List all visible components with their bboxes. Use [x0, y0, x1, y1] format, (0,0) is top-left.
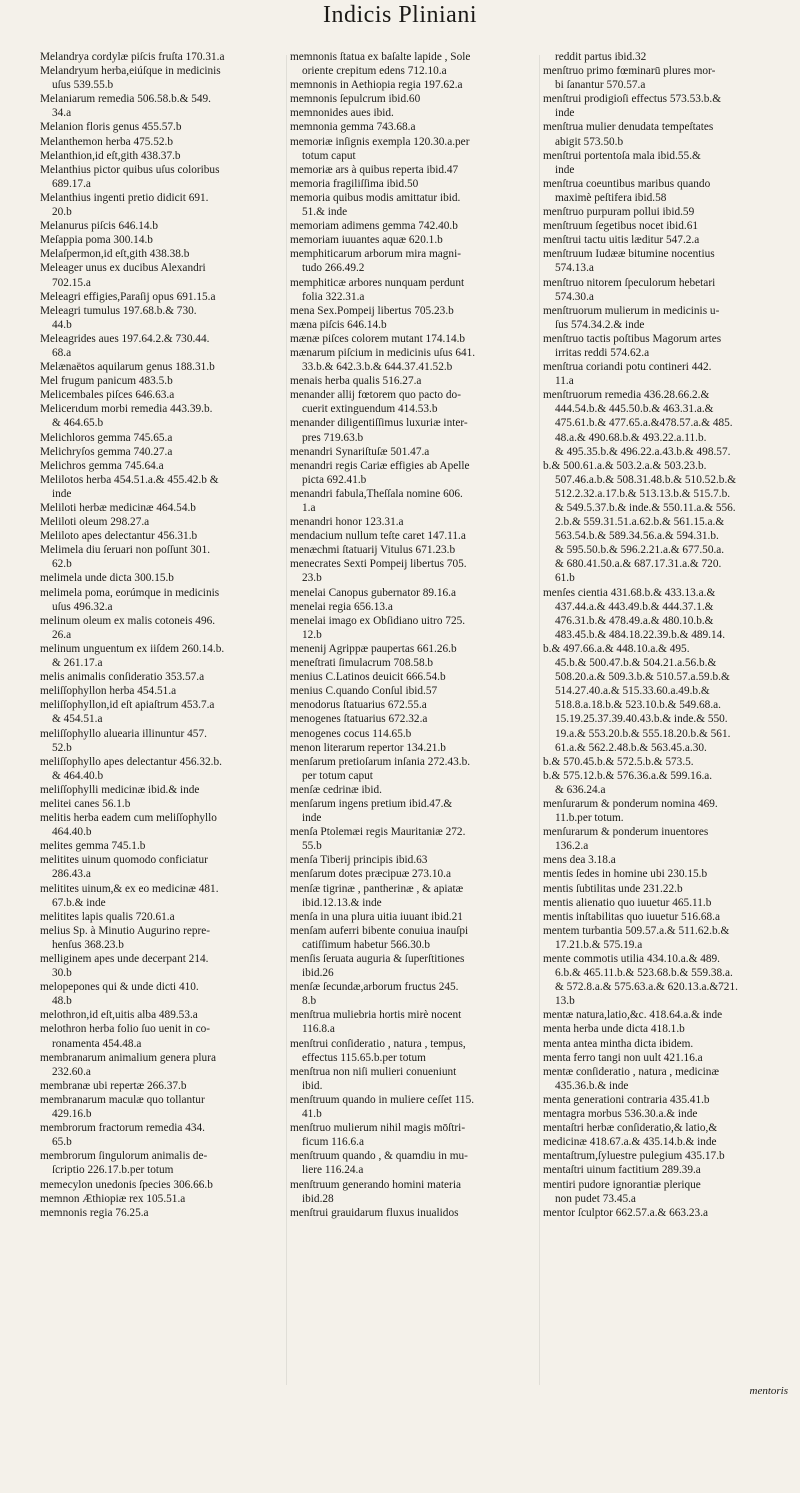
- index-entry-line: 51.& inde: [302, 206, 348, 219]
- index-entry-line: menandri regis Cariæ effigies ab Apelle: [290, 459, 470, 472]
- index-entry-line: memnonides aues ibid.: [290, 107, 394, 120]
- index-entry-line: memoria fragiliſſima ibid.50: [290, 177, 419, 190]
- index-entry-line: menogenes ſtatuarius 672.32.a: [290, 713, 428, 726]
- index-entry-line: picta 692.41.b: [302, 473, 367, 486]
- index-entry-line: & 572.8.a.& 575.63.a.& 620.13.a.&721.: [555, 981, 738, 994]
- index-entry-line: Melicembales piſces 646.63.a: [40, 389, 175, 402]
- index-entry-line: menius C.quando Conſul ibid.57: [290, 685, 438, 698]
- index-entry-line: menſtruum quando , & quamdiu in mu-: [290, 1150, 468, 1163]
- index-entry-line: 512.2.32.a.17.b.& 513.13.b.& 515.7.b.: [555, 487, 731, 500]
- index-entry-line: menſtrui portentoſa mala ibid.55.&: [543, 149, 701, 162]
- index-entry-line: menſtrua muliebria hortis mirè nocent: [290, 1009, 462, 1022]
- index-entry-line: melitei canes 56.1.b: [40, 797, 131, 810]
- index-entry-line: 61.a.& 562.2.48.b.& 563.45.a.30.: [555, 741, 707, 754]
- page-title: Indicis Pliniani: [323, 2, 477, 28]
- index-entry-line: menſam auferri bibente conuiua inauſpi: [290, 924, 469, 937]
- index-entry-line: menandri Synariſtuſæ 501.47.a: [290, 445, 430, 458]
- index-entry-line: non pudet 73.45.a: [555, 1192, 636, 1205]
- index-entry-line: uſus 539.55.b: [52, 79, 114, 92]
- index-entry-line: melitites uinum quomodo conficiatur: [40, 854, 208, 867]
- index-entry-line: & 261.17.a: [52, 657, 103, 670]
- index-entry-line: memoriam adimens gemma 742.40.b: [290, 220, 458, 233]
- index-entry-line: mena Sex.Pompeij libertus 705.23.b: [290, 304, 454, 317]
- index-entry-line: memnonis in Aethiopia regia 197.62.a: [290, 79, 463, 92]
- index-entry-line: & 464.65.b: [52, 417, 104, 430]
- index-entry-line: ibid.: [302, 1079, 323, 1092]
- index-entry-line: memphiticarum arborum mira magni-: [290, 248, 461, 261]
- index-entry-line: Melanion floris genus 455.57.b: [40, 121, 182, 134]
- index-entry-line: mæna piſcis 646.14.b: [290, 318, 387, 331]
- index-entry-line: Meleagrides aues 197.64.2.& 730.44.: [40, 332, 210, 345]
- index-entry-line: 23.b: [302, 572, 322, 585]
- index-entry-line: melliginem apes unde decerpant 214.: [40, 953, 209, 965]
- index-entry-line: bi ſanantur 570.57.a: [555, 79, 646, 92]
- index-entry-line: melinum oleum ex malis cotoneis 496.: [40, 614, 216, 627]
- index-entry-line: membrorum ſingulorum animalis de-: [40, 1150, 208, 1163]
- index-entry-line: cuerit extinguendum 414.53.b: [302, 403, 438, 416]
- index-entry-line: menſtruo tactis poſtibus Magorum artes: [543, 332, 722, 345]
- index-entry-line: mens dea 3.18.a: [543, 854, 616, 867]
- index-entry-line: reddit partus ibid.32: [555, 51, 647, 63]
- index-entry-line: 65.b: [52, 1136, 72, 1149]
- index-entry-line: 52.b: [52, 741, 72, 754]
- index-entry-line: inde: [302, 812, 322, 825]
- index-entry-line: melius Sp. à Minutio Augurino repre-: [40, 924, 211, 937]
- index-entry-line: menſtrua non niſi mulieri conueniunt: [290, 1065, 457, 1078]
- index-entry-line: catiſſimum habetur 566.30.b: [302, 938, 431, 951]
- index-entry-line: mentis inſtabilitas quo iuuetur 516.68.a: [543, 910, 720, 923]
- index-entry-line: & 549.5.37.b.& inde.& 550.11.a.& 556.: [555, 502, 736, 514]
- index-entry-line: 507.46.a.b.& 508.31.48.b.& 510.52.b.&: [555, 473, 737, 486]
- index-entry-line: mentis ſedes in homine ubi 230.15.b: [543, 868, 708, 881]
- index-entry-line: Melandrya cordylæ piſcis fruſta 170.31.a: [40, 51, 225, 63]
- index-entry-line: 232.60.a: [52, 1065, 91, 1078]
- index-entry-line: menſtrui tactu uitis læditur 547.2.a: [543, 234, 700, 247]
- index-entry-line: ficum 116.6.a: [302, 1136, 365, 1149]
- index-entry-line: abigit 573.50.b: [555, 135, 624, 148]
- index-entry-line: menſtruum ſegetibus nocet ibid.61: [543, 220, 698, 233]
- index-column-right: [543, 50, 793, 1220]
- index-entry-line: mentæ conſideratio , natura , medicinæ: [543, 1065, 719, 1078]
- index-entry-line: meliſſophylli medicinæ ibid.& inde: [40, 783, 200, 796]
- index-entry-line: 48.a.& 490.68.b.& 493.22.a.11.b.: [555, 431, 707, 444]
- index-entry-line: menſa in una plura uitia iuuant ibid.21: [290, 910, 463, 923]
- index-entry-line: ibid.26: [302, 967, 334, 980]
- index-entry-line: 12.b: [302, 628, 322, 641]
- index-entry-line: per totum caput: [302, 769, 373, 782]
- index-entry-line: melinum unguentum ex iiſdem 260.14.b.: [40, 642, 225, 655]
- index-entry-line: 48.b: [52, 995, 72, 1008]
- index-entry-line: Mel frugum panicum 483.5.b: [40, 375, 173, 388]
- index-entry-line: 17.21.b.& 575.19.a: [555, 938, 643, 951]
- index-entry-line: menſtrua coeuntibus maribus quando: [543, 177, 711, 190]
- index-entry-line: menta ferro tangi non uult 421.16.a: [543, 1051, 703, 1064]
- index-entry-line: menſæ tigrinæ , pantherinæ , & apiatæ: [290, 882, 464, 895]
- index-entry-line: melimela unde dicta 300.15.b: [40, 572, 174, 585]
- column-divider: [286, 55, 287, 1385]
- index-entry-line: 464.40.b: [52, 826, 92, 839]
- index-entry-line: ibid.12.13.& inde: [302, 896, 382, 909]
- index-entry-line: 11.a: [555, 375, 574, 388]
- index-entry-line: & 464.40.b: [52, 769, 104, 782]
- index-entry-line: ſus 574.34.2.& inde: [555, 318, 645, 331]
- index-entry-line: melitis herba eadem cum meliſſophyllo: [40, 812, 217, 825]
- index-entry-line: menſtruum Iudææ bitumine nocentius: [543, 248, 715, 261]
- index-entry-line: mentaſtrum,ſyluestre pulegium 435.17.b: [543, 1150, 725, 1163]
- index-entry-line: irritas reddi 574.62.a: [555, 346, 650, 359]
- index-entry-line: 136.2.a: [555, 840, 589, 853]
- index-entry-line: meliſſophyllon,id eſt apiaſtrum 453.7.a: [40, 699, 215, 712]
- index-entry-line: menſtruo purpuram pollui ibid.59: [543, 206, 695, 219]
- index-entry-line: memphiticæ arbores nunquam perdunt: [290, 276, 465, 289]
- index-entry-line: menandri honor 123.31.a: [290, 516, 404, 529]
- index-entry-line: mentæ natura,latio,&c. 418.64.a.& inde: [543, 1009, 723, 1022]
- index-entry-line: menodorus ſtatuarius 672.55.a: [290, 699, 427, 712]
- index-entry-line: inde: [555, 107, 575, 120]
- index-column-middle: [290, 50, 536, 1220]
- index-entry-line: 475.61.b.& 477.65.a.&478.57.a.& 485.: [555, 417, 733, 430]
- index-entry-line: menta herba unde dicta 418.1.b: [543, 1023, 685, 1036]
- index-entry-line: tudo 266.49.2: [302, 262, 365, 275]
- index-entry-line: melitites uinum,& ex eo medicinæ 481.: [40, 882, 219, 895]
- index-entry-line: 116.8.a: [302, 1023, 335, 1036]
- index-entry-line: Melaniarum remedia 506.58.b.& 549.: [40, 93, 211, 106]
- index-entry-line: menſtrua mulier denudata tempeſtates: [543, 121, 714, 134]
- index-entry-line: Meliloti herbæ medicinæ 464.54.b: [40, 502, 196, 514]
- index-entry-line: menais herba qualis 516.27.a: [290, 375, 422, 388]
- index-entry-line: menandri fabula,Theſſala nomine 606.: [290, 487, 463, 500]
- index-entry-line: Meliloti oleum 298.27.a: [40, 516, 150, 529]
- index-entry-line: menſurarum & ponderum inuentores: [543, 826, 709, 839]
- index-entry-line: memoria quibus modis amittatur ibid.: [290, 191, 461, 204]
- index-entry-line: Melimela diu ſeruari non poſſunt 301.: [40, 544, 211, 557]
- index-entry-line: menſæ ſecundæ,arborum fructus 245.: [290, 981, 459, 994]
- index-entry-line: menſæ cedrinæ ibid.: [290, 783, 382, 796]
- index-entry-line: Melanthius pictor quibus uſus coloribus: [40, 163, 220, 176]
- index-entry-line: 11.b.per totum.: [555, 812, 624, 825]
- index-entry-line: folia 322.31.a: [302, 290, 365, 303]
- index-entry-line: mentagra morbus 536.30.a.& inde: [543, 1108, 698, 1121]
- index-entry-line: menſes cientia 431.68.b.& 433.13.a.&: [543, 586, 716, 599]
- index-entry-line: Melichryſos gemma 740.27.a: [40, 445, 173, 458]
- index-entry-line: ibid.28: [302, 1192, 334, 1205]
- index-entry-line: membranarum maculæ quo tollantur: [40, 1093, 205, 1106]
- index-entry-line: menſtruum quando in muliere ceſſet 115.: [290, 1093, 475, 1106]
- index-entry-line: melites gemma 745.1.b: [40, 840, 146, 853]
- index-entry-line: menelai imago ex Obſidiano uitro 725.: [290, 614, 466, 627]
- index-entry-line: mentaſtri herbæ conſideratio,& latio,&: [543, 1122, 718, 1135]
- index-entry-line: 15.19.25.37.39.40.43.b.& inde.& 550.: [555, 713, 728, 726]
- index-entry-line: memnonis ſtatua ex baſalte lapide , Sole: [290, 51, 471, 63]
- index-entry-line: menius C.Latinos deuicit 666.54.b: [290, 671, 446, 684]
- index-entry-line: mente commotis utilia 434.10.a.& 489.: [543, 953, 720, 965]
- index-entry-line: menſis ſeruata auguria & ſuperſtitiones: [290, 953, 465, 965]
- index-entry-line: 518.8.a.18.b.& 523.10.b.& 549.68.a.: [555, 699, 721, 712]
- index-entry-line: membrorum fractorum remedia 434.: [40, 1122, 206, 1135]
- index-entry-line: memnonis ſepulcrum ibid.60: [290, 93, 421, 106]
- index-entry-line: memoriæ inſignis exempla 120.30.a.per: [290, 135, 470, 148]
- index-entry-line: melitites lapis qualis 720.61.a: [40, 910, 175, 923]
- index-entry-line: oriente crepitum edens 712.10.a: [302, 65, 447, 78]
- index-entry-line: inde: [555, 163, 575, 176]
- index-entry-line: 45.b.& 500.47.b.& 504.21.a.56.b.&: [555, 657, 717, 670]
- index-entry-line: memnonis regia 76.25.a: [40, 1206, 149, 1219]
- index-entry-line: menelai regia 656.13.a: [290, 600, 393, 613]
- index-entry-line: menſa Tiberij principis ibid.63: [290, 854, 428, 867]
- index-entry-line: Melilotos herba 454.51.a.& 455.42.b &: [40, 473, 219, 486]
- index-entry-line: 437.44.a.& 443.49.b.& 444.37.1.&: [555, 600, 714, 613]
- index-entry-line: 689.17.a: [52, 177, 91, 190]
- index-entry-line: mendacium nullum teſte caret 147.11.a: [290, 530, 466, 543]
- index-entry-line: menon literarum repertor 134.21.b: [290, 741, 446, 754]
- index-entry-line: menelai Canopus gubernator 89.16.a: [290, 586, 456, 599]
- index-entry-line: menſurarum & ponderum nomina 469.: [543, 797, 718, 810]
- index-entry-line: 19.a.& 553.20.b.& 555.18.20.b.& 561.: [555, 727, 731, 740]
- index-entry-line: b.& 500.61.a.& 503.2.a.& 503.23.b.: [543, 459, 707, 472]
- index-entry-line: Meleagri effigies,Paraſij opus 691.15.a: [40, 290, 216, 303]
- index-entry-line: Melanthius ingenti pretio didicit 691.: [40, 191, 209, 204]
- index-entry-line: Melanurus piſcis 646.14.b: [40, 220, 158, 233]
- index-entry-line: Melænaëtos aquilarum genus 188.31.b: [40, 361, 215, 374]
- index-entry-line: Melichloros gemma 745.65.a: [40, 431, 173, 444]
- index-entry-line: Melicerιdum morbi remedia 443.39.b.: [40, 403, 213, 416]
- index-entry-line: menogenes cocus 114.65.b: [290, 727, 412, 740]
- index-entry-line: 435.36.b.& inde: [555, 1079, 629, 1092]
- column-divider: [539, 55, 540, 1385]
- index-entry-line: Melaſpermon,id eſt,gith 438.38.b: [40, 248, 190, 261]
- index-entry-line: 286.43.a: [52, 868, 91, 881]
- index-entry-line: 41.b: [302, 1108, 322, 1121]
- index-entry-line: 33.b.& 642.3.b.& 644.37.41.52.b: [302, 361, 453, 374]
- index-entry-line: menſtrui conſideratio , natura , tempus,: [290, 1037, 466, 1050]
- index-column-left: [40, 50, 283, 1220]
- index-entry-line: 61.b: [555, 572, 575, 585]
- index-entry-line: memecylon unedonis ſpecies 306.66.b: [40, 1178, 213, 1191]
- index-entry-line: menſarum ingens pretium ibid.47.&: [290, 797, 453, 810]
- index-entry-line: 702.15.a: [52, 276, 91, 289]
- index-entry-line: liere 116.24.a: [302, 1164, 364, 1177]
- index-entry-line: memnon Æthiopiæ rex 105.51.a: [40, 1192, 186, 1205]
- index-entry-line: 6.b.& 465.11.b.& 523.68.b.& 559.38.a.: [555, 967, 733, 980]
- index-entry-line: 8.b: [302, 995, 317, 1008]
- index-entry-line: 26.a: [52, 628, 72, 641]
- index-entry-line: membranæ ubi repertæ 266.37.b: [40, 1079, 187, 1092]
- index-entry-line: mentem turbantia 509.57.a.& 511.62.b.&: [543, 924, 730, 937]
- index-entry-line: membranarum animalium genera plura: [40, 1051, 216, 1064]
- index-entry-line: 444.54.b.& 445.50.b.& 463.31.a.&: [555, 403, 714, 416]
- index-entry-line: meliſſophyllo apes delectantur 456.32.b.: [40, 755, 222, 768]
- index-entry-line: 574.30.a: [555, 290, 594, 303]
- index-entry-line: 563.54.b.& 589.34.56.a.& 594.31.b.: [555, 530, 719, 543]
- index-entry-line: Melanthion,id eſt,gith 438.37.b: [40, 149, 181, 162]
- index-entry-line: menſtruum generando homini materia: [290, 1178, 461, 1191]
- index-entry-line: 514.27.40.a.& 515.33.60.a.49.b.&: [555, 685, 710, 698]
- index-entry-line: Meliloto apes delectantur 456.31.b: [40, 530, 198, 543]
- index-entry-line: menecrates Sexti Pompeij libertus 705.: [290, 558, 467, 571]
- index-entry-line: 68.a: [52, 346, 72, 359]
- index-entry-line: melimela poma, eorúmque in medicinis: [40, 586, 220, 599]
- index-entry-line: mænæ piſces colorem mutant 174.14.b: [290, 332, 466, 345]
- index-entry-line: menta antea mintha dicta ibidem.: [543, 1037, 694, 1050]
- index-entry-line: inde: [52, 487, 72, 500]
- index-entry-line: mentor ſculptor 662.57.a.& 663.23.a: [543, 1206, 709, 1219]
- index-entry-line: b.& 575.12.b.& 576.36.a.& 599.16.a.: [543, 769, 713, 782]
- index-entry-line: menſarum dotes præcipuæ 273.10.a: [290, 868, 451, 881]
- index-entry-line: medicinæ 418.67.a.& 435.14.b.& inde: [543, 1136, 717, 1149]
- index-entry-line: menenij Agrippæ paupertas 661.26.b: [290, 642, 457, 655]
- index-entry-line: memoriæ ars à quibus reperta ibid.47: [290, 163, 459, 176]
- index-entry-line: melis animalis conſideratio 353.57.a: [40, 671, 205, 684]
- index-entry-line: Meleager unus ex ducibus Alexandri: [40, 262, 206, 275]
- index-entry-line: & 636.24.a: [555, 783, 606, 796]
- index-entry-line: b.& 570.45.b.& 572.5.b.& 573.5.: [543, 755, 694, 768]
- index-entry-line: mænarum piſcium in medicinis uſus 641.: [290, 346, 476, 359]
- index-entry-line: menſtruo primo fœminarū plures mor-: [543, 65, 716, 78]
- index-entry-line: meliſſophyllo aluearia illinuntur 457.: [40, 727, 207, 740]
- index-entry-line: melopepones qui & unde dicti 410.: [40, 981, 199, 994]
- index-entry-line: menſtrui prodigioſi effectus 573.53.b.&: [543, 93, 722, 106]
- index-entry-line: meneſtrati ſimulacrum 708.58.b: [290, 657, 434, 670]
- index-entry-line: 2.b.& 559.31.51.a.62.b.& 561.15.a.&: [555, 516, 725, 529]
- index-entry-line: menta generationi contraria 435.41.b: [543, 1093, 710, 1106]
- index-entry-line: Melandryum herba,eiúſque in medicinis: [40, 65, 221, 78]
- index-entry-line: 1.a: [302, 502, 316, 514]
- index-entry-line: memoriam iuuantes aquæ 620.1.b: [290, 234, 443, 247]
- index-entry-line: memnonia gemma 743.68.a: [290, 121, 416, 134]
- index-entry-line: 44.b: [52, 318, 72, 331]
- index-entry-line: & 595.50.b.& 596.2.21.a.& 677.50.a.: [555, 544, 725, 557]
- index-entry-line: effectus 115.65.b.per totum: [302, 1051, 426, 1064]
- index-entry-line: maximè peſtifera ibid.58: [555, 191, 667, 204]
- index-entry-line: mentiri pudore ignorantiæ plerique: [543, 1178, 701, 1191]
- index-entry-line: 67.b.& inde: [52, 896, 106, 909]
- index-entry-line: henſus 368.23.b: [52, 938, 124, 951]
- index-entry-line: 20.b: [52, 206, 72, 219]
- index-entry-line: 62.b: [52, 558, 72, 571]
- index-entry-line: Melanthemon herba 475.52.b: [40, 135, 174, 148]
- index-entry-line: Meleagri tumulus 197.68.b.& 730.: [40, 304, 197, 317]
- index-entry-line: menſtruo nitorem ſpeculorum hebetari: [543, 276, 716, 289]
- index-entry-line: totum caput: [302, 149, 356, 162]
- index-entry-line: mentaſtri uinum factitium 289.39.a: [543, 1164, 701, 1177]
- index-entry-line: 429.16.b: [52, 1108, 92, 1121]
- index-entry-line: 483.45.b.& 484.18.22.39.b.& 489.14.: [555, 628, 726, 641]
- index-entry-line: & 454.51.a: [52, 713, 103, 726]
- index-entry-line: 574.13.a: [555, 262, 594, 275]
- index-entry-line: menſtrui grauidarum fluxus inualidos: [290, 1206, 459, 1219]
- index-entry-line: 55.b: [302, 840, 322, 853]
- catchword: mentoris: [749, 1385, 788, 1397]
- index-entry-line: menſarum pretioſarum inſania 272.43.b.: [290, 755, 471, 768]
- index-entry-line: 30.b: [52, 967, 72, 980]
- index-entry-line: menſtruorum remedia 436.28.66.2.&: [543, 389, 710, 402]
- index-entry-line: menſtrua coriandi potu contineri 442.: [543, 361, 712, 374]
- index-entry-line: menander allij fœtorem quo pacto do-: [290, 389, 461, 402]
- index-entry-line: menſtruo mulierum nihil magis mōſtri-: [290, 1122, 466, 1135]
- index-entry-line: meliſſophyllon herba 454.51.a: [40, 685, 177, 698]
- index-entry-line: 34.a: [52, 107, 72, 120]
- index-entry-line: ſcriptio 226.17.b.per totum: [52, 1164, 174, 1177]
- index-entry-line: melothron,id eſt,uitis alba 489.53.a: [40, 1009, 198, 1022]
- index-entry-line: mentis alienatio quo iuuetur 465.11.b: [543, 896, 712, 909]
- index-entry-line: uſus 496.32.a: [52, 600, 113, 613]
- index-entry-line: menander diligentiſſimus luxuriæ inter-: [290, 417, 468, 430]
- index-entry-line: Melichros gemma 745.64.a: [40, 459, 164, 472]
- index-entry-line: & 495.35.b.& 496.22.a.43.b.& 498.57.: [555, 445, 731, 458]
- index-entry-line: menæchmi ſtatuarij Vitulus 671.23.b: [290, 544, 456, 557]
- index-entry-line: pres 719.63.b: [302, 431, 364, 444]
- index-entry-line: menſa Ptolemæi regis Mauritaniæ 272.: [290, 826, 466, 839]
- index-entry-line: & 680.41.50.a.& 687.17.31.a.& 720.: [555, 558, 722, 571]
- index-entry-line: 508.20.a.& 509.3.b.& 510.57.a.59.b.&: [555, 671, 730, 684]
- index-entry-line: mentis ſubtilitas unde 231.22.b: [543, 882, 683, 895]
- index-entry-line: menſtruorum mulierum in medicinis u-: [543, 304, 720, 317]
- index-entry-line: melothron herba folio ſuo uenit in co-: [40, 1023, 211, 1036]
- index-entry-line: ronamenta 454.48.a: [52, 1037, 142, 1050]
- index-entry-line: 476.31.b.& 478.49.a.& 480.10.b.&: [555, 614, 714, 627]
- index-entry-line: Meſappia poma 300.14.b: [40, 234, 153, 247]
- index-entry-line: b.& 497.66.a.& 448.10.a.& 495.: [543, 642, 690, 655]
- index-entry-line: 13.b: [555, 995, 575, 1008]
